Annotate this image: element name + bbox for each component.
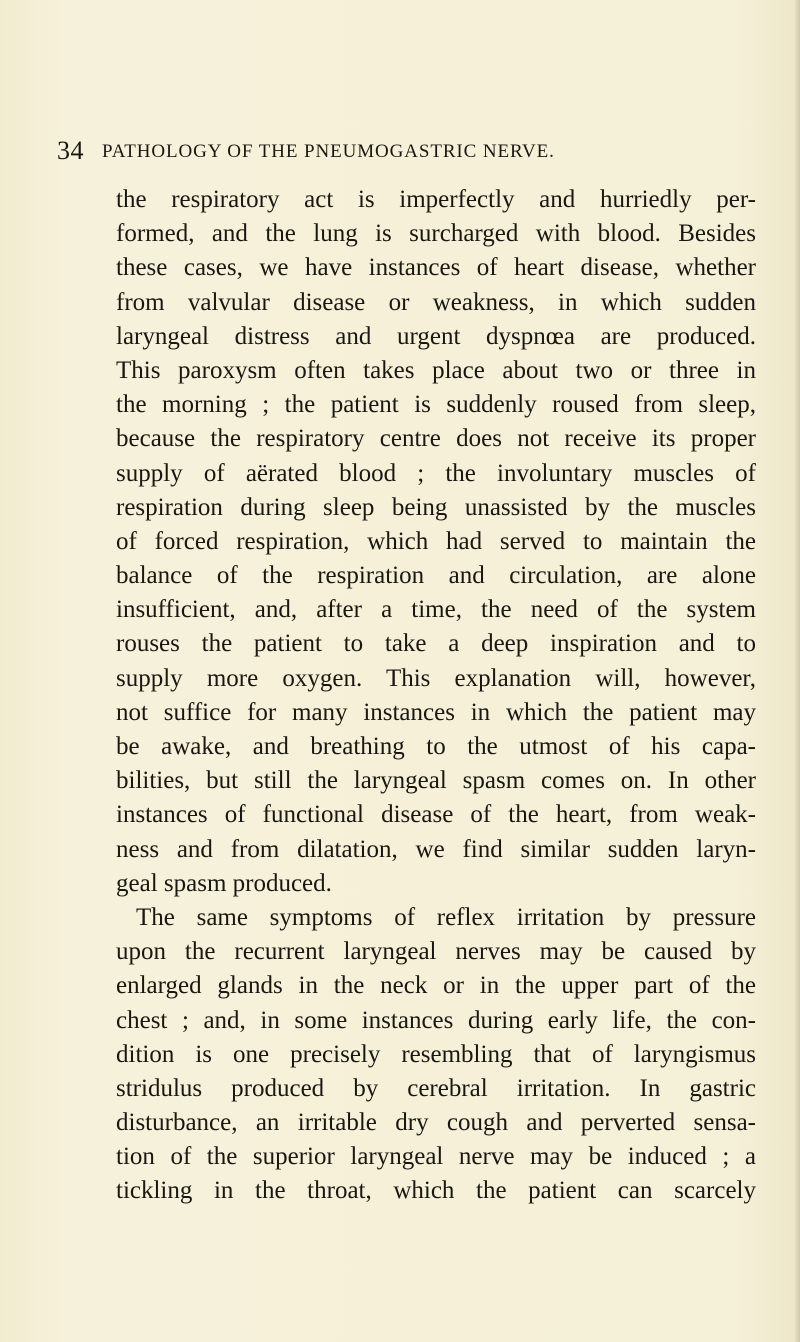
body-text (116, 183, 756, 1209)
text-line: not suffice for many instances in which the patient may (116, 698, 756, 726)
text-line: tickling in the throat, which the patient can scarcely (116, 1177, 756, 1205)
text-line: enlarged glands in the neck or in the upper part of the (116, 972, 756, 1000)
text-line: formed, and the lung is surcharged with blood. Besides (116, 220, 756, 248)
paragraph-end-line: geal spasm produced. (116, 869, 332, 897)
text-line: bilities, but still the laryngeal spasm comes on. In other (116, 767, 756, 795)
text-line: supply more oxygen. This explanation will, however, (116, 664, 756, 692)
text-line: chest ; and, in some instances during early life, the con- (116, 1006, 756, 1034)
paragraph-start-line: The same symptoms of reflex irritation by pressure (136, 903, 756, 931)
page-number: 34 (57, 136, 84, 165)
running-title: PATHOLOGY OF THE PNEUMOGASTRIC NERVE. (102, 141, 555, 162)
text-line: disturbance, an irritable dry cough and perverted sensa- (116, 1109, 756, 1137)
text-line: laryngeal distress and urgent dyspnœa are produced. (116, 322, 756, 350)
text-line: upon the recurrent laryngeal nerves may be caused by (116, 938, 756, 966)
text-line: ness and from dilatation, we find similar sudden laryn- (116, 835, 756, 863)
text-line: respiration during sleep being unassisted by the muscles (116, 493, 756, 521)
text-line: because the respiratory centre does not receive its proper (116, 425, 756, 453)
text-line: of forced respiration, which had served to maintain the (116, 527, 756, 555)
text-line: be awake, and breathing to the utmost of his capa- (116, 733, 756, 760)
text-line: these cases, we have instances of heart disease, whether (116, 254, 756, 282)
text-line: stridulus produced by cerebral irritation. In gastric (116, 1074, 756, 1102)
text-line: insufficient, and, after a time, the need of the system (116, 596, 756, 624)
text-line: tion of the superior laryngeal nerve may be induced ; a (116, 1143, 756, 1171)
page-edge-shadow (794, 0, 800, 1342)
text-line: rouses the patient to take a deep inspiration and to (116, 630, 756, 658)
text-line: the respiratory act is imperfectly and hurriedly per- (116, 186, 756, 213)
text-line: the morning ; the patient is suddenly roused from sleep, (116, 391, 756, 419)
running-head (57, 136, 697, 168)
text-line: supply of aërated blood ; the involuntary muscles of (116, 459, 756, 487)
text-line: This paroxysm often takes place about two or three in (116, 356, 756, 384)
text-line: from valvular disease or weakness, in which sudden (116, 288, 756, 316)
text-line: balance of the respiration and circulation, are alone (116, 562, 756, 590)
text-line: instances of functional disease of the heart, from weak- (116, 801, 756, 829)
text-line: dition is one precisely resembling that of laryngismus (116, 1040, 756, 1068)
